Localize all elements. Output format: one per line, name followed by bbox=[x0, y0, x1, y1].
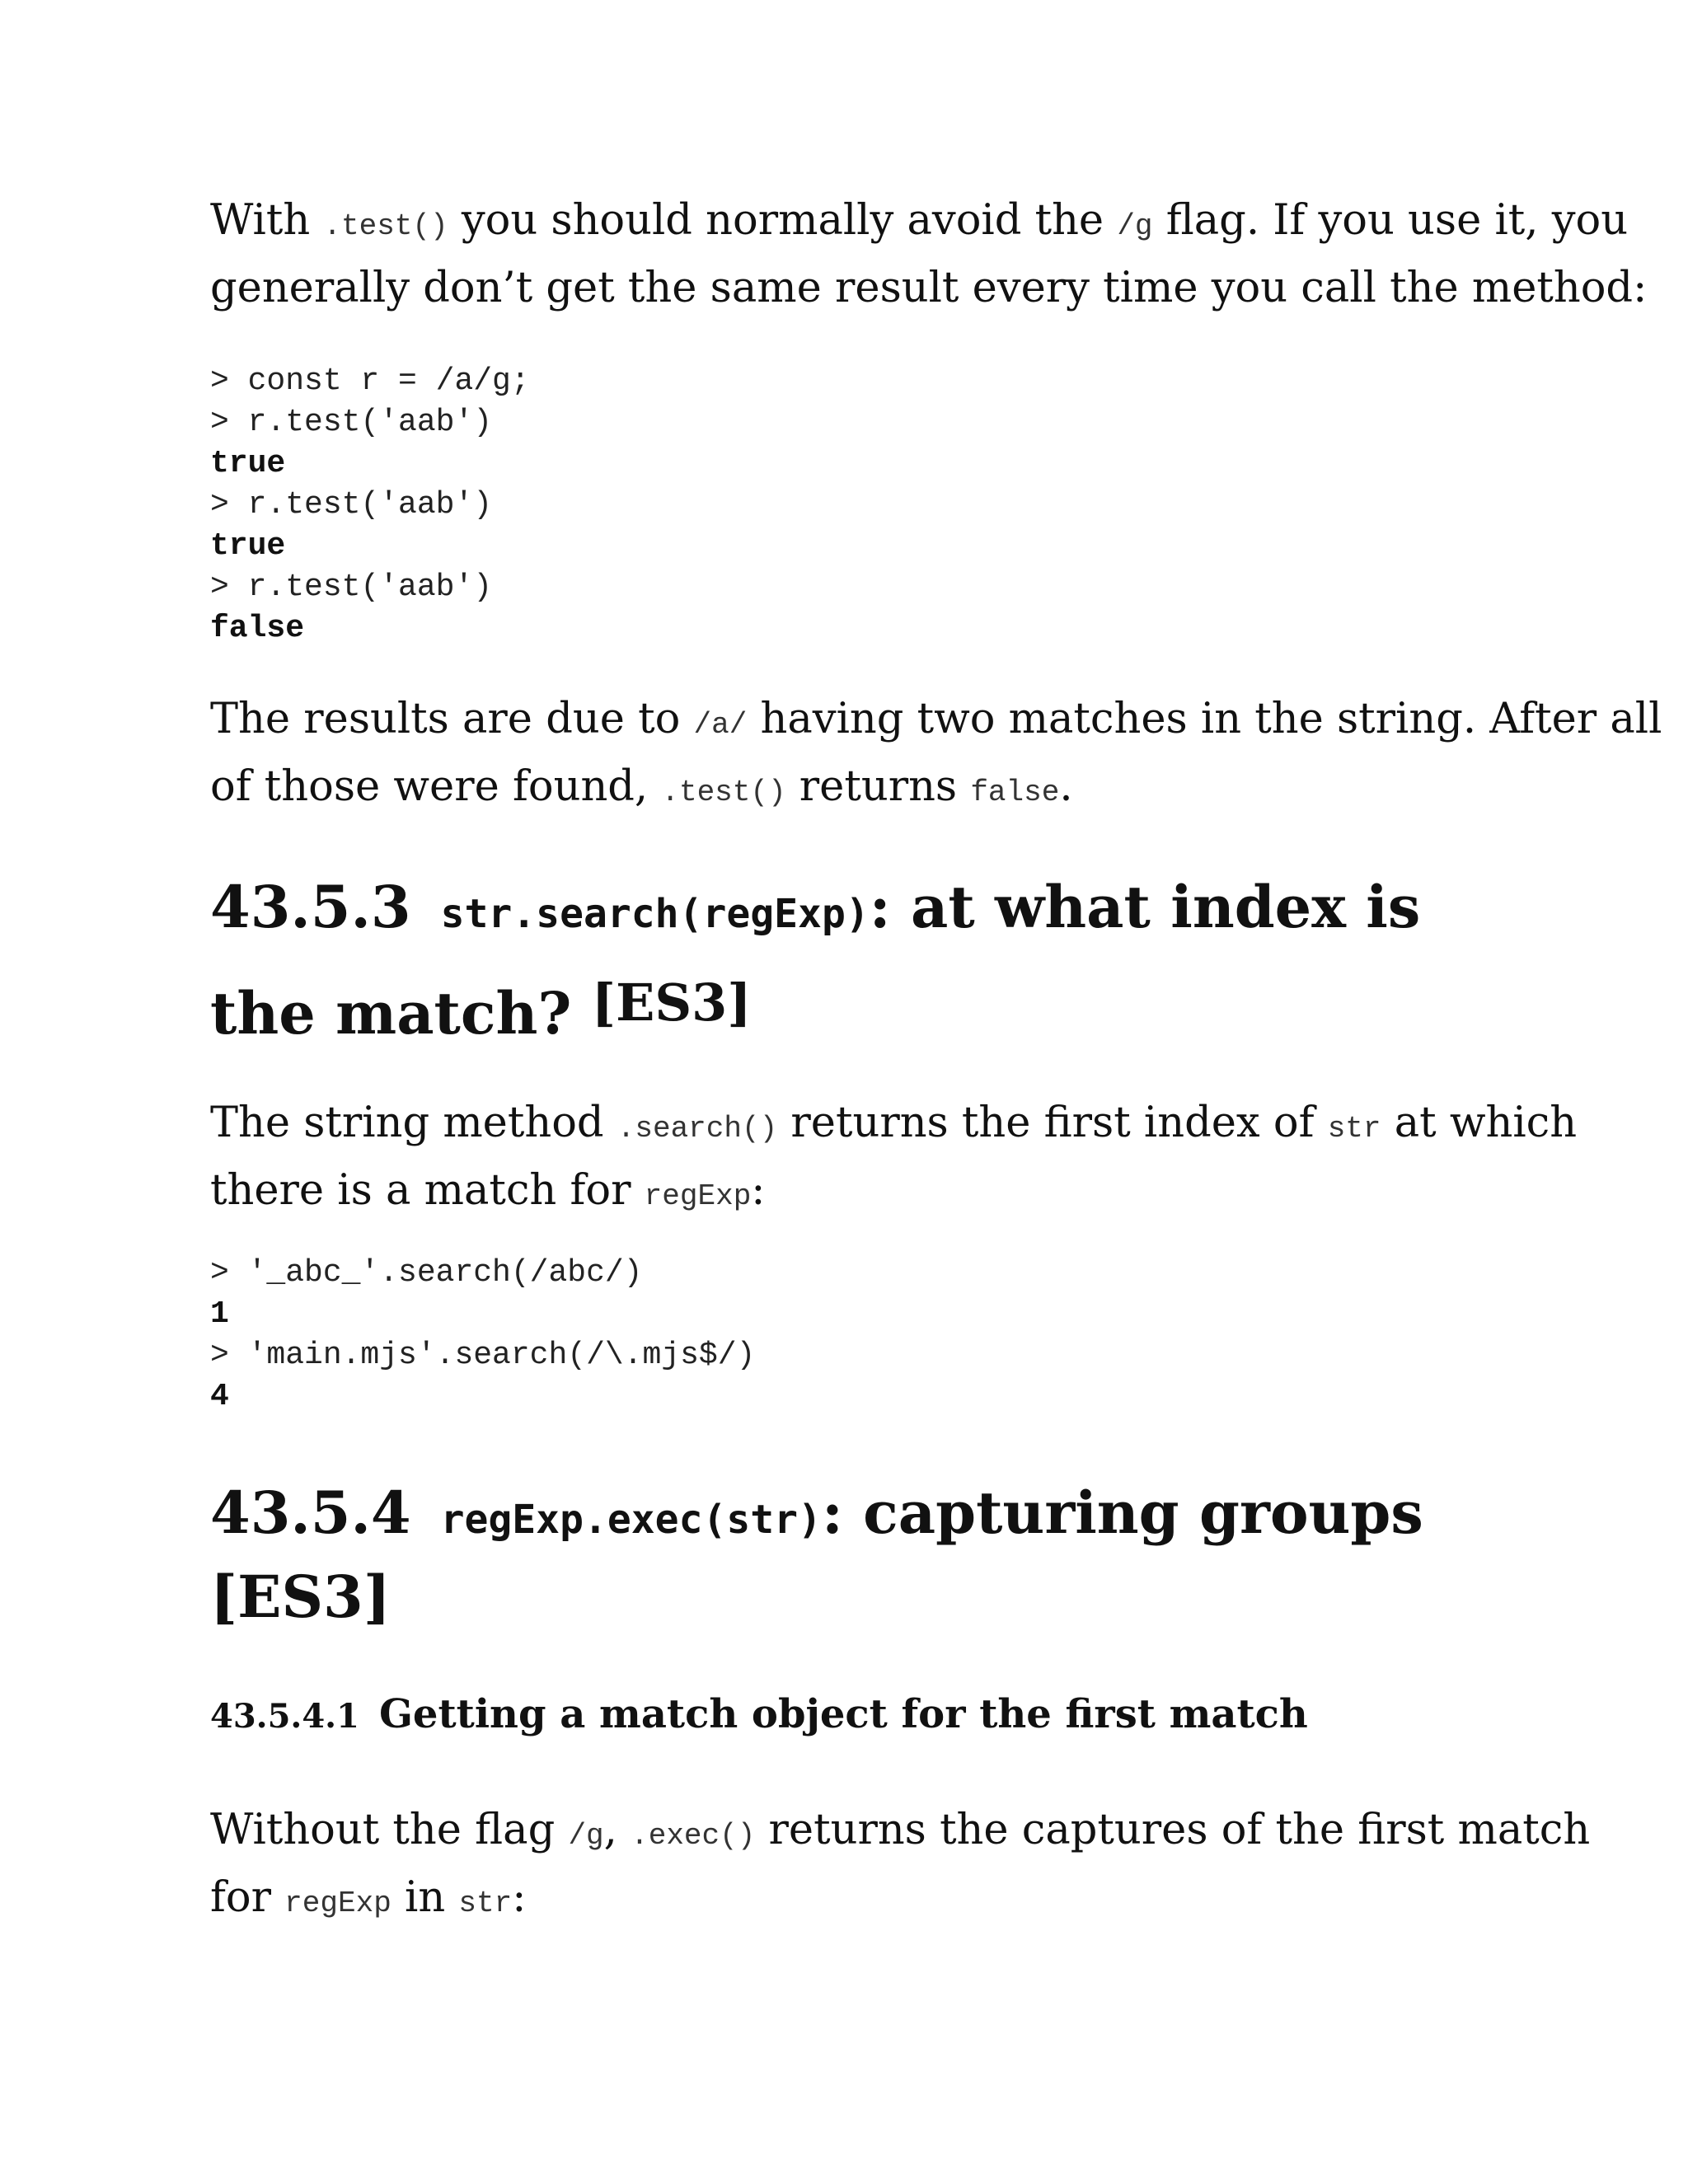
text: returns the first index of bbox=[777, 1099, 1328, 1147]
text: . bbox=[1059, 762, 1073, 811]
code-output: 4 bbox=[210, 1379, 229, 1414]
text: having two matches in the string. After all bbox=[747, 695, 1662, 743]
heading-line bbox=[210, 863, 1529, 958]
section-heading-exec bbox=[210, 1469, 1529, 1630]
code-line: > const r = /a/g; bbox=[210, 363, 530, 399]
text: for bbox=[210, 1873, 285, 1922]
code-line: > r.test('aab') bbox=[210, 569, 493, 605]
text: : bbox=[512, 1873, 527, 1922]
heading-line bbox=[210, 1469, 1529, 1564]
inline-code: regExp bbox=[644, 1179, 752, 1213]
code-line: > r.test('aab') bbox=[210, 487, 493, 523]
inline-code: str bbox=[458, 1886, 513, 1920]
heading-code: regExp.exec(str) bbox=[440, 1497, 822, 1543]
paragraph-line bbox=[210, 1867, 1590, 1934]
paragraph-line bbox=[210, 257, 1647, 319]
section-heading-search bbox=[210, 863, 1529, 1058]
text: : bbox=[751, 1166, 766, 1215]
paragraph-search bbox=[210, 1092, 1577, 1227]
inline-code: false bbox=[970, 776, 1060, 809]
inline-code: regExp bbox=[284, 1886, 392, 1920]
text: flag. If you use it, you bbox=[1152, 196, 1629, 245]
paragraph-line bbox=[210, 1160, 1577, 1227]
code-line: > r.test('aab') bbox=[210, 405, 493, 440]
inline-code: /g bbox=[1117, 209, 1153, 243]
text: in bbox=[391, 1873, 459, 1922]
section-number: 43.5.3 bbox=[210, 873, 411, 941]
heading-code: str.search(regExp) bbox=[440, 891, 870, 937]
text: With bbox=[210, 196, 324, 245]
paragraph-line bbox=[210, 190, 1647, 257]
inline-code: .test() bbox=[661, 776, 786, 809]
inline-code: /g bbox=[568, 1819, 604, 1853]
text: generally don’t get the same result every time you call the method: bbox=[210, 264, 1648, 312]
paragraph-line bbox=[210, 1092, 1577, 1160]
inline-code: .exec() bbox=[631, 1819, 756, 1853]
code-output: false bbox=[210, 611, 305, 646]
heading-line bbox=[210, 1564, 1529, 1630]
section-number: 43.5.4 bbox=[210, 1479, 411, 1547]
subsection-title: Getting a match object for the first match bbox=[378, 1691, 1308, 1737]
code-block-search bbox=[210, 1253, 755, 1418]
paragraph-results bbox=[210, 688, 1662, 823]
subsection-number: 43.5.4.1 bbox=[210, 1697, 359, 1736]
heading-text: : capturing groups bbox=[821, 1479, 1423, 1547]
text: The results are due to bbox=[210, 695, 694, 743]
code-block-test bbox=[210, 361, 530, 649]
inline-code: .search() bbox=[617, 1112, 778, 1146]
text: at which bbox=[1381, 1099, 1578, 1147]
code-output: 1 bbox=[210, 1296, 229, 1332]
heading-line bbox=[210, 958, 1529, 1058]
heading-text: the match? bbox=[210, 979, 592, 1047]
text: The string method bbox=[210, 1099, 617, 1147]
text: returns the captures of the first match bbox=[755, 1806, 1591, 1854]
paragraph-line bbox=[210, 688, 1662, 756]
paragraph-exec bbox=[210, 1799, 1590, 1934]
code-output: true bbox=[210, 446, 286, 481]
es-version-tag: [ES3] bbox=[591, 972, 752, 1033]
text: there is a match for bbox=[210, 1166, 645, 1215]
es-version-tag: [ES3] bbox=[210, 1563, 391, 1631]
code-output: true bbox=[210, 528, 286, 564]
text: returns bbox=[785, 762, 971, 811]
heading-text: : at what index is bbox=[869, 873, 1421, 941]
inline-code: .test() bbox=[323, 209, 448, 243]
paragraph-line bbox=[210, 1799, 1590, 1867]
paragraph-test-flag bbox=[210, 190, 1647, 319]
text: of those were found, bbox=[210, 762, 662, 811]
text: Without the flag bbox=[210, 1806, 569, 1854]
subsection-heading-first-match bbox=[210, 1685, 1308, 1746]
paragraph-line bbox=[210, 756, 1662, 823]
text: you should normally avoid the bbox=[448, 196, 1118, 245]
text: , bbox=[603, 1806, 631, 1854]
code-line: > '_abc_'.search(/abc/) bbox=[210, 1255, 643, 1291]
inline-code: /a/ bbox=[693, 708, 748, 742]
inline-code: str bbox=[1327, 1112, 1381, 1146]
code-line: > 'main.mjs'.search(/\.mjs$/) bbox=[210, 1338, 756, 1373]
